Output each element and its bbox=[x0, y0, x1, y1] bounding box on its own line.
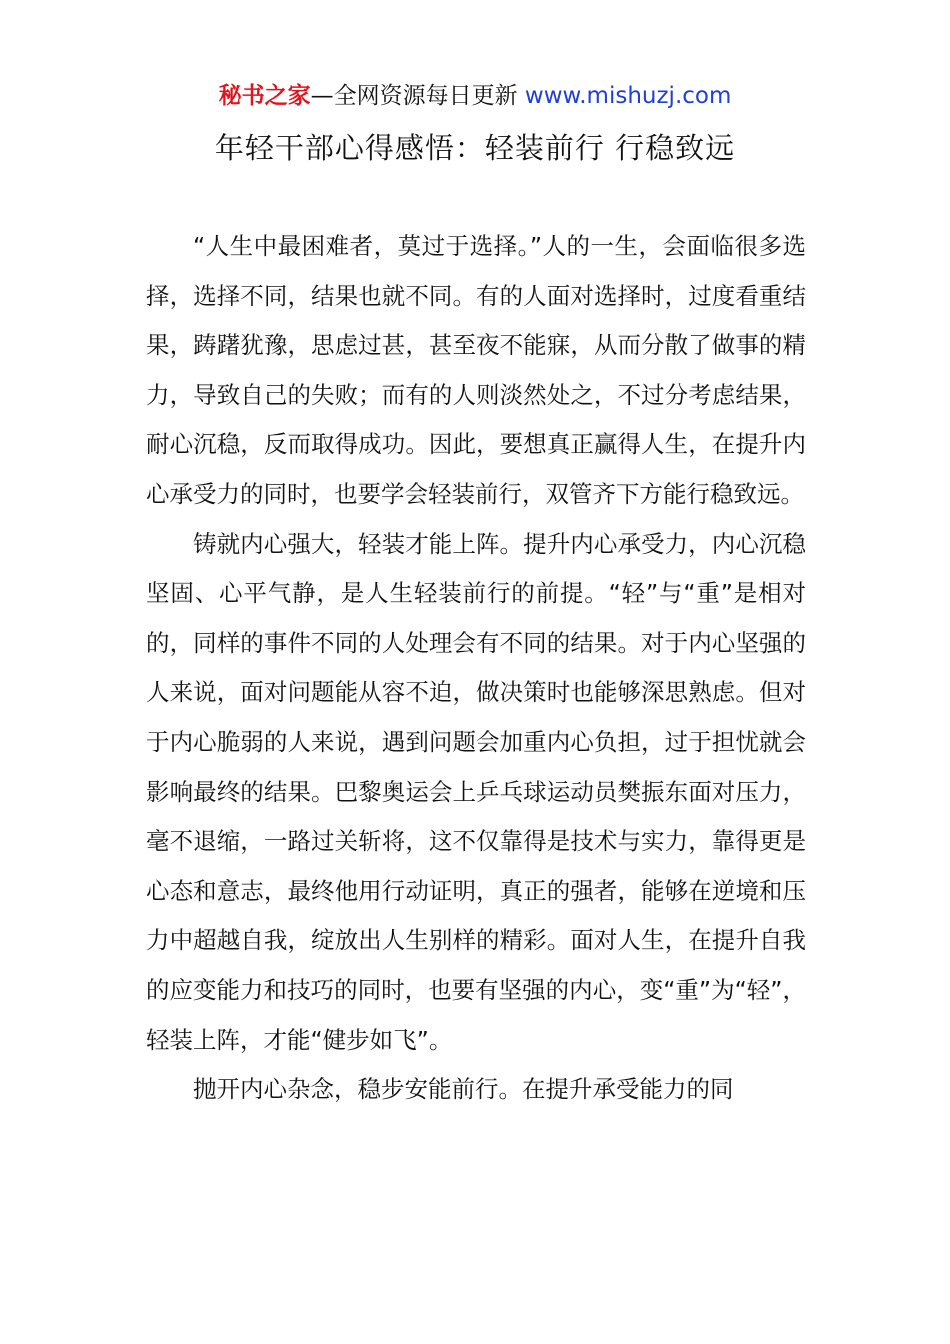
site-brand: 秘书之家 bbox=[218, 83, 311, 109]
paragraph-3: 抛开内心杂念，稳步安能前行。在提升承受能力的同 bbox=[193, 1075, 734, 1104]
document-body bbox=[146, 222, 806, 1115]
site-tagline: —全网资源每日更新 bbox=[310, 83, 525, 109]
paragraph-1: “人生中最困难者，莫过于选择。”人的一生，会面临很多选择，选择不同，结果也就不同。有的人面对选择时，过度看重结果，踌躇犹豫，思虑过甚，甚至夜不能寐，从而分散了做事的精力，导致自己的失败；而有的人则淡然处之，不过分考虑结果，耐心沉稳，反而取得成功。因此，要想真正赢得人生，在提升内心承受力的同时，也要学会轻装前行，双管齐下方能行稳致远。 bbox=[146, 232, 806, 508]
site-header bbox=[0, 80, 950, 112]
document-title: 年轻干部心得感悟：轻装前行 行稳致远 bbox=[214, 131, 736, 165]
paragraph-2: 铸就内心强大，轻装才能上阵。提升内心承受力，内心沉稳坚固、心平气静，是人生轻装前行的前提。“轻”与“重”是相对的，同样的事件不同的人处理会有不同的结果。对于内心坚强的人来说，面对问题能从容不迫，做决策时也能够深思熟虑。但对于内心脆弱的人来说，遇到问题会加重内心负担，过于担忧就会影响最终的结果。巴黎奥运会上乒乓球运动员樊振东面对压力，毫不退缩，一路过关斩将，这不仅靠得是技术与实力，靠得更是心态和意志，最终他用行动证明，真正的强者，能够在逆境和压力中超越自我，绽放出人生别样的精彩。面对人生，在提升自我的应变能力和技巧的同时，也要有坚强的内心，变“重”为“轻”，轻装上阵，才能“健步如飞”。 bbox=[146, 529, 806, 1054]
site-url[interactable]: www.mishuzj.com bbox=[524, 83, 732, 109]
